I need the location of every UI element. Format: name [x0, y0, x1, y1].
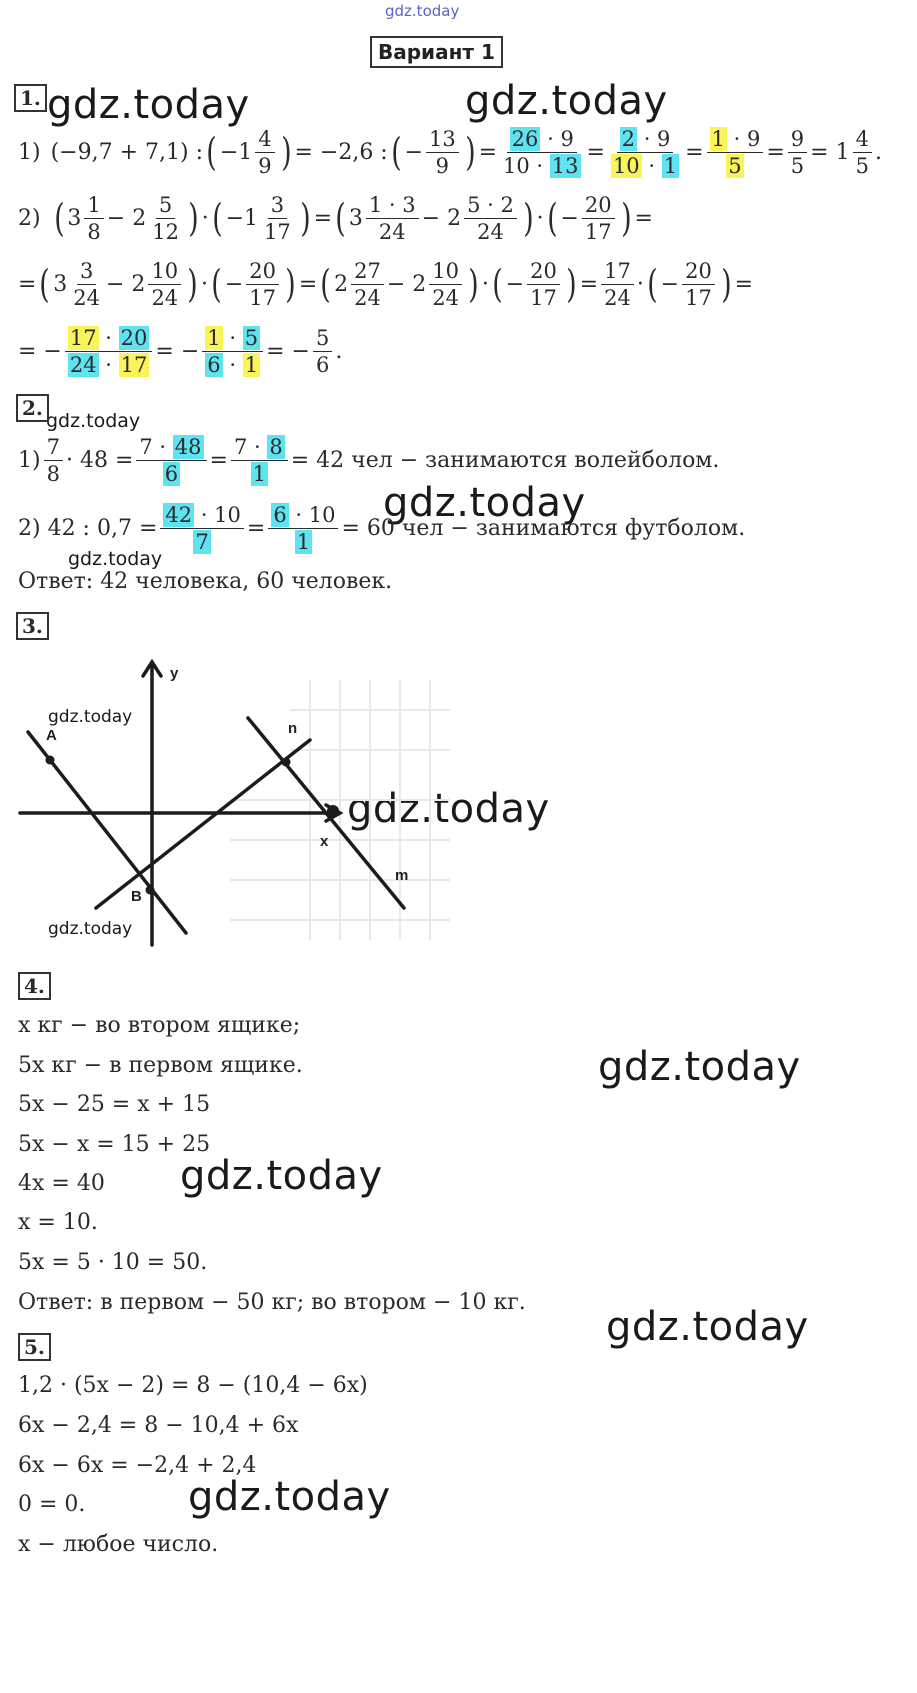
text: − 2 — [106, 271, 146, 297]
paren: ( — [546, 196, 558, 240]
task5-line: 6x − 6x = −2,4 + 2,4 — [18, 1453, 257, 1478]
text: 1) — [18, 139, 41, 165]
denominator: 17 — [264, 219, 291, 244]
watermark: gdz.today — [188, 1474, 391, 1520]
text: − — [560, 205, 579, 231]
paren: ( — [320, 262, 331, 306]
numerator — [707, 126, 764, 153]
text: = — [579, 271, 599, 297]
denominator: 24 — [73, 285, 100, 310]
numerator — [231, 434, 288, 461]
numerator: 3 — [77, 258, 96, 285]
paren: ) — [523, 196, 534, 240]
text: = — [209, 447, 228, 473]
fraction — [246, 258, 279, 311]
text: · 10 — [295, 502, 336, 527]
denominator: 24 — [354, 285, 381, 310]
denominator: 17 — [530, 285, 557, 310]
denominator — [723, 153, 746, 179]
denominator: 9 — [435, 153, 450, 178]
text: = — [734, 271, 754, 297]
text: = — [478, 139, 497, 165]
text: · — [229, 325, 237, 350]
fraction — [136, 434, 206, 487]
numerator: 27 — [351, 258, 384, 285]
label-b: B — [131, 888, 142, 905]
numerator: 9 — [788, 126, 807, 153]
denominator — [190, 529, 213, 555]
paren: ) — [187, 262, 198, 306]
point-a — [46, 756, 55, 765]
text: − — [404, 139, 423, 165]
task-number: 2. — [16, 394, 49, 422]
task2-answer: Ответ: 42 человека, 60 человек. — [18, 569, 393, 594]
watermark: gdz.today — [606, 1304, 809, 1350]
fraction — [44, 434, 63, 487]
denominator: 9 — [258, 153, 272, 178]
text: = — [634, 205, 653, 231]
faint-grid — [230, 680, 450, 940]
denominator: 5 — [790, 153, 805, 178]
denominator — [65, 352, 153, 378]
highlight-yellow: 1 — [207, 325, 221, 350]
watermark: gdz.today — [68, 548, 163, 570]
highlight-cyan: 5 — [244, 325, 259, 350]
numerator: 4 — [255, 126, 274, 153]
paren: ) — [464, 130, 476, 174]
text: · — [229, 352, 237, 377]
fraction — [366, 192, 419, 245]
fraction — [231, 434, 288, 487]
fraction — [429, 258, 462, 311]
task4-answer: Ответ: в первом − 50 кг; во втором − 10 кг. — [18, 1290, 526, 1315]
text: 3 — [53, 271, 68, 297]
text: − — [660, 271, 680, 297]
text: = 1 — [810, 139, 850, 165]
paren: ( — [647, 262, 658, 306]
numerator: 1 — [84, 192, 103, 219]
text: = 60 чел − занимаются футболом. — [341, 515, 746, 541]
fraction — [426, 126, 459, 179]
highlight-cyan: 7 — [195, 529, 209, 554]
numerator: 5 · 2 — [464, 192, 517, 219]
task4-line: 5x = 5 · 10 = 50. — [18, 1250, 208, 1275]
highlight-cyan: 6 — [207, 352, 221, 377]
point-n — [282, 758, 291, 767]
denominator: 24 — [432, 285, 459, 310]
highlight-yellow: 10 — [612, 153, 640, 178]
task-number: 4. — [18, 972, 51, 1000]
text: − — [224, 271, 244, 297]
text: 10 · — [503, 153, 544, 178]
coordinate-plot — [0, 650, 460, 960]
denominator: 8 — [87, 219, 101, 244]
numerator: 20 — [682, 258, 715, 285]
text: · — [648, 153, 656, 178]
task-number: 5. — [18, 1333, 51, 1361]
numerator: 5 — [156, 192, 175, 219]
label-x: x — [320, 833, 329, 850]
numerator — [136, 434, 206, 461]
numerator — [268, 502, 338, 529]
paren: ) — [721, 262, 732, 306]
denominator — [160, 461, 183, 487]
denominator — [202, 352, 263, 378]
text: = − — [155, 338, 200, 364]
denominator: 12 — [152, 219, 179, 244]
fraction — [149, 192, 182, 245]
highlight-cyan: 2 — [621, 126, 635, 151]
task4-line: 5x − x = 15 + 25 — [18, 1132, 211, 1157]
text: = — [685, 139, 704, 165]
text: = — [298, 271, 318, 297]
paren: ( — [39, 262, 51, 306]
numerator: 10 — [148, 258, 181, 285]
denominator: 24 — [604, 285, 631, 310]
text: · 9 — [643, 126, 671, 151]
denominator: 24 — [477, 219, 504, 244]
highlight-cyan: 13 — [551, 153, 579, 178]
paren: ) — [280, 130, 292, 174]
numerator: 10 — [429, 258, 462, 285]
paren: ( — [335, 196, 346, 240]
fraction — [261, 192, 294, 245]
task4-line: 5x − 25 = x + 15 — [18, 1092, 211, 1117]
paren: ( — [492, 262, 503, 306]
highlight-yellow: 17 — [69, 325, 97, 350]
text: 2) — [18, 205, 41, 231]
text: 1) — [18, 447, 41, 473]
fraction — [788, 126, 807, 179]
fraction — [148, 258, 181, 311]
highlight-yellow: 1 — [711, 126, 725, 151]
text: 3 — [348, 205, 363, 231]
highlight-cyan: 1 — [252, 461, 267, 486]
watermark: gdz.today — [48, 707, 133, 727]
watermark: gdz.today — [47, 82, 250, 128]
task-number: 1. — [14, 84, 47, 112]
text: = − — [18, 338, 62, 364]
task4-line: 4x = 40 — [18, 1171, 105, 1196]
text: · 10 — [200, 502, 241, 527]
numerator — [65, 325, 153, 352]
denominator — [292, 529, 315, 555]
watermark: gdz.today — [46, 410, 141, 432]
text: = 42 чел − занимаются волейболом. — [290, 447, 720, 473]
text: · — [105, 352, 112, 377]
fraction — [608, 126, 682, 179]
watermark: gdz.today — [180, 1153, 383, 1199]
highlight-cyan: 1 — [663, 153, 678, 178]
numerator — [202, 325, 263, 352]
fraction — [255, 126, 274, 179]
paren: ) — [566, 262, 577, 306]
fraction — [464, 192, 517, 245]
task5-line: x − любое число. — [18, 1532, 219, 1557]
fraction — [527, 258, 560, 311]
denominator: 5 — [855, 153, 869, 178]
fraction — [500, 126, 584, 179]
line-n — [96, 740, 310, 908]
task4-line: 5x кг − в первом ящике. — [18, 1053, 303, 1078]
watermark: gdz.today — [383, 480, 586, 526]
denominator: 17 — [584, 219, 612, 244]
fraction — [268, 502, 338, 555]
task5-line: 6x − 2,4 = 8 − 10,4 + 6x — [18, 1413, 299, 1438]
denominator — [248, 461, 271, 487]
label-m: m — [395, 867, 409, 884]
text: −1 — [219, 139, 253, 165]
text: · — [105, 325, 112, 350]
highlight-cyan: 26 — [511, 126, 539, 151]
text: = — [313, 205, 333, 231]
highlight-yellow: 17 — [120, 352, 148, 377]
denominator: 8 — [46, 461, 60, 486]
text: (−9,7 + 7,1) : — [50, 139, 203, 165]
paren: ( — [53, 196, 65, 240]
text: −1 — [225, 205, 259, 231]
task1-line4 — [18, 322, 342, 380]
task4-line: x = 10. — [18, 1210, 98, 1235]
text: . — [874, 139, 882, 165]
text: = — [586, 139, 605, 165]
numerator: 3 — [268, 192, 287, 219]
text: · — [201, 271, 208, 297]
text: 2 — [334, 271, 349, 297]
numerator: 20 — [246, 258, 279, 285]
text: − 2 — [386, 271, 427, 297]
label-n: n — [288, 720, 298, 737]
paren: ( — [206, 130, 217, 174]
denominator: 24 — [151, 285, 179, 310]
text: 2) 42 : 0,7 = — [18, 515, 158, 541]
task2-line1 — [18, 432, 719, 488]
numerator: 7 — [44, 434, 63, 461]
site-link[interactable]: gdz.today — [385, 2, 460, 20]
numerator: 4 — [853, 126, 872, 153]
label-y: y — [170, 665, 179, 682]
task5-line: 1,2 · (5x − 2) = 8 − (10,4 − 6x) — [18, 1373, 368, 1398]
task1-line2 — [18, 190, 653, 246]
highlight-yellow: 5 — [728, 153, 742, 178]
text: = — [246, 515, 266, 541]
task1-line1 — [18, 124, 882, 180]
paren: ) — [300, 196, 311, 240]
numerator: 17 — [601, 258, 634, 285]
watermark: gdz.today — [347, 786, 550, 832]
fraction — [853, 126, 872, 179]
fraction — [707, 126, 764, 179]
paren: ) — [620, 196, 632, 240]
task4-line: x кг − во втором ящике; — [18, 1013, 301, 1038]
fraction — [84, 192, 103, 245]
denominator — [500, 153, 584, 179]
variant-title: Вариант 1 — [370, 36, 503, 68]
text: = — [18, 271, 37, 297]
fraction — [160, 502, 244, 555]
text: = −2,6 : — [294, 139, 388, 165]
text: · 48 = — [65, 447, 134, 473]
text: . — [335, 338, 343, 364]
text: − 2 — [106, 205, 147, 231]
highlight-cyan: 6 — [273, 502, 287, 527]
highlight-cyan: 48 — [174, 434, 202, 459]
fraction — [682, 258, 715, 311]
highlight-yellow: 1 — [244, 352, 259, 377]
text: · — [481, 271, 489, 297]
task5-line: 0 = 0. — [18, 1492, 86, 1517]
text: − — [505, 271, 525, 297]
denominator — [608, 153, 682, 179]
highlight-cyan: 6 — [164, 461, 179, 486]
numerator: 1 · 3 — [366, 192, 419, 219]
fraction — [70, 258, 103, 311]
text: − 2 — [421, 205, 462, 231]
fraction — [65, 325, 153, 378]
task-number: 3. — [16, 612, 49, 640]
watermark: gdz.today — [465, 78, 668, 124]
numerator: 20 — [582, 192, 615, 219]
text: 3 — [67, 205, 82, 231]
text: · 9 — [547, 126, 574, 151]
point-x — [327, 805, 339, 817]
watermark: gdz.today — [48, 919, 133, 939]
denominator: 6 — [315, 352, 330, 377]
paren: ( — [390, 130, 402, 174]
fraction — [351, 258, 384, 311]
text: 7 · — [139, 434, 167, 459]
fraction — [601, 258, 634, 311]
watermark: gdz.today — [598, 1044, 801, 1090]
paren: ) — [468, 262, 479, 306]
highlight-cyan: 24 — [69, 352, 97, 377]
paren: ) — [285, 262, 296, 306]
highlight-cyan: 1 — [296, 529, 311, 554]
point-b — [146, 886, 155, 895]
paren: ( — [212, 196, 223, 240]
numerator: 5 — [313, 325, 332, 352]
label-a: A — [46, 727, 57, 744]
highlight-cyan: 8 — [269, 434, 283, 459]
numerator: 20 — [527, 258, 560, 285]
numerator — [617, 126, 674, 153]
task1-line3 — [18, 256, 753, 312]
denominator: 17 — [685, 285, 712, 310]
numerator — [507, 126, 577, 153]
text: = — [766, 139, 785, 165]
paren: ( — [211, 262, 222, 306]
denominator: 24 — [378, 219, 406, 244]
text: · — [536, 205, 544, 231]
text: · — [201, 205, 209, 231]
highlight-cyan: 42 — [165, 502, 193, 527]
paren: ) — [188, 196, 199, 240]
text: · 9 — [733, 126, 761, 151]
text: 7 · — [233, 434, 261, 459]
fraction — [313, 325, 332, 378]
fraction — [202, 325, 263, 378]
numerator — [160, 502, 244, 529]
text: · — [636, 271, 644, 297]
text: = − — [266, 338, 310, 364]
denominator: 17 — [249, 285, 276, 310]
numerator: 13 — [426, 126, 459, 153]
fraction — [582, 192, 615, 245]
task2-line2 — [18, 500, 745, 556]
highlight-cyan: 20 — [120, 325, 148, 350]
